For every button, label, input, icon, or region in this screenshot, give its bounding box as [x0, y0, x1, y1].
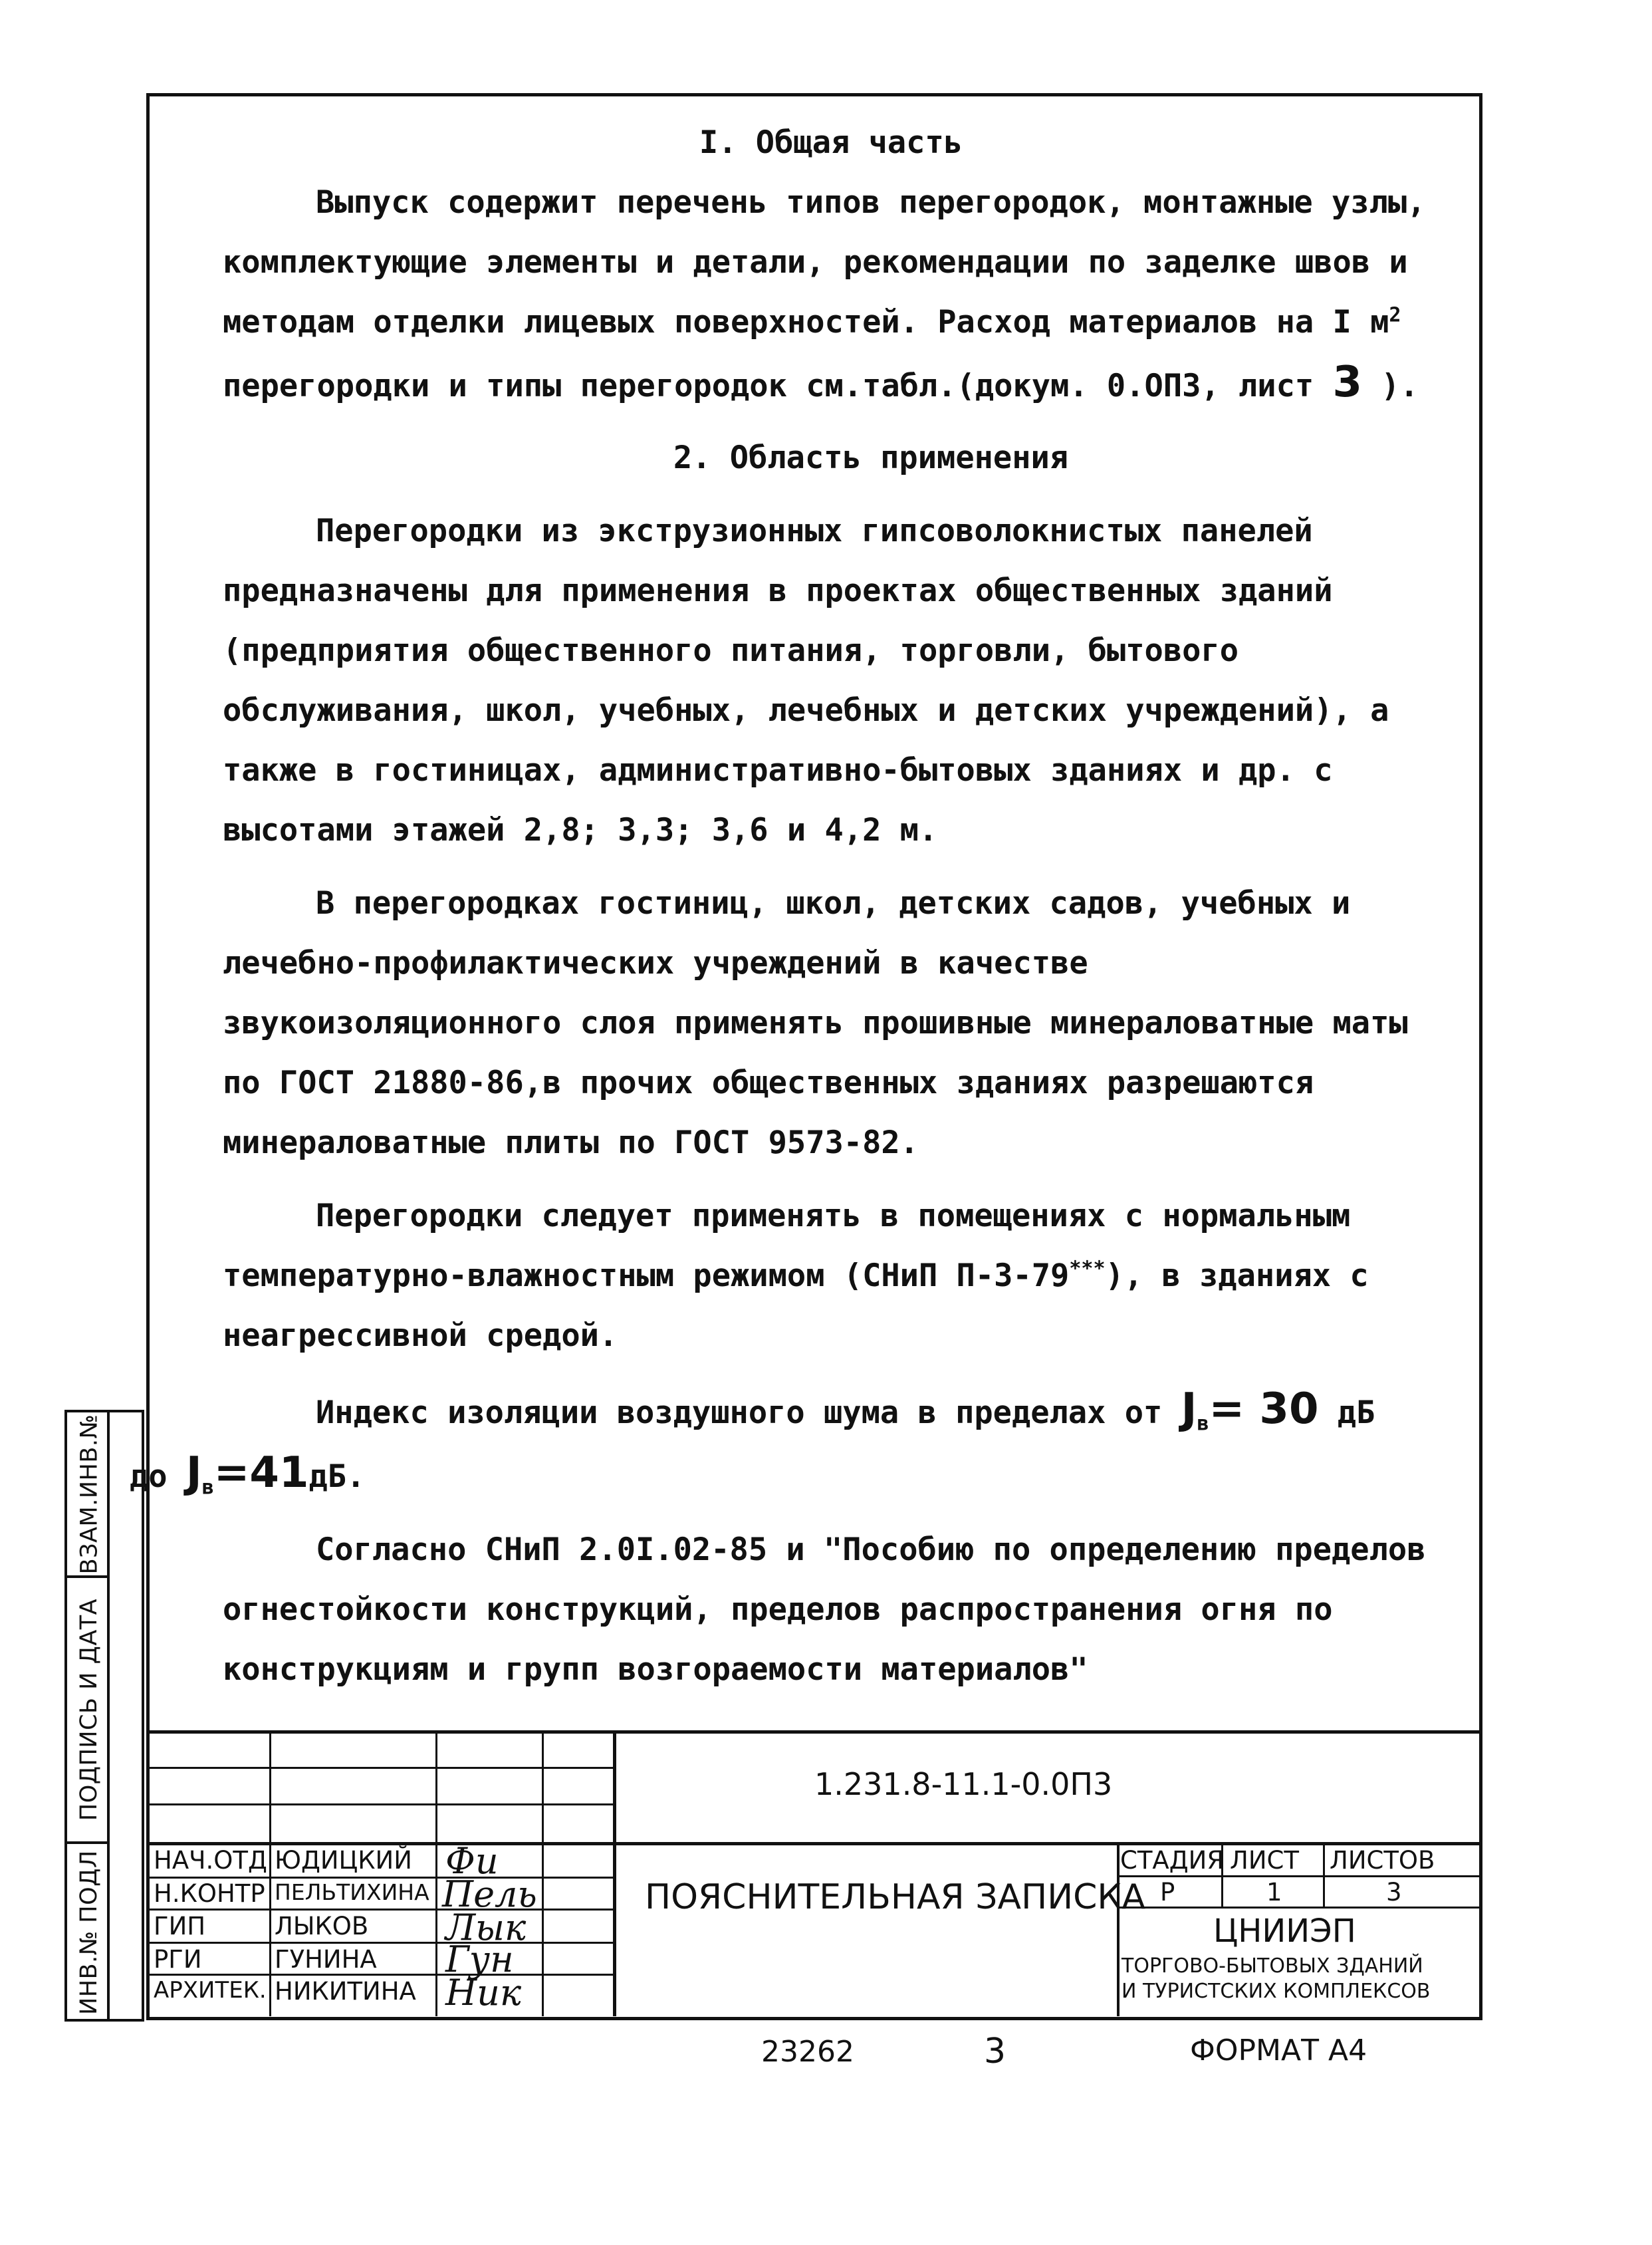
stage-value: Р	[1160, 1878, 1175, 1907]
side-stamp	[64, 1410, 144, 2022]
section-2-paragraph-5: Согласно СНиП 2.0I.02-85 и "Пособию по определению пределов огнестойкости конструкций, пределов распространения огня по конструкциям и групп возгораемости материалов"	[223, 1531, 1426, 1688]
section-2-paragraph-4: Индекс изоляции воздушного шума в пределах от $J_в= 30$ дБ до $J_в=41дБ$.	[130, 1385, 1375, 1500]
title-block	[150, 1730, 1479, 2016]
role-4: РГИ	[154, 1945, 202, 1974]
signature-1: Фи	[445, 1840, 499, 1882]
role-5: АРХИТЕК.	[154, 1977, 267, 2004]
sheets-value: 3	[1386, 1878, 1402, 1907]
section-2-paragraph-1: Перегородки из экструзионных гипсоволокнистых панелей предназначены для применения в проектах общественных зданий (предприятия общественного питания, торговли, бытового обслуживания, школ, учебных, лечебных и детских учреждений), а также в гостиницах, административно-бытовых зданиях и др. с высотами этажей 2,8; 3,3; 3,6 и 4,2 м.	[223, 513, 1389, 849]
role-3: ГИП	[154, 1912, 206, 1940]
document-code: 1.231.8-11.1-0.0П3	[814, 1766, 1113, 1802]
organization-line-1: ТОРГОВО-БЫТОВЫХ ЗДАНИЙ	[1121, 1954, 1423, 1978]
organization-name: ЦНИИЭП	[1213, 1913, 1356, 1950]
name-2: ПЕЛЬТИХИНА	[275, 1879, 429, 1905]
signature-3: Лык	[445, 1907, 527, 1948]
role-1: НАЧ.ОТД	[154, 1846, 267, 1875]
organization-line-2: И ТУРИСТСКИХ КОМПЛЕКСОВ	[1121, 1980, 1431, 2003]
section-1-heading: I. Общая часть	[699, 124, 963, 161]
sheet-value: 1	[1266, 1878, 1282, 1907]
document-body	[130, 113, 1439, 1700]
original-inventory-label: ИНВ.№ ПОДЛ	[76, 1849, 103, 2015]
stage-label: СТАДИЯ	[1120, 1846, 1225, 1875]
document-title: ПОЯСНИТЕЛЬНАЯ ЗАПИСКА	[645, 1877, 1145, 1917]
section-2-heading: 2. Область применения	[673, 440, 1069, 476]
signature-2: Пель	[442, 1873, 537, 1915]
name-4: ГУНИНА	[275, 1945, 377, 1974]
name-5: НИКИТИНА	[275, 1977, 416, 2006]
sheet-label: ЛИСТ	[1230, 1846, 1299, 1875]
replacement-inventory-label: ВЗАМ.ИНВ.№	[76, 1414, 103, 1574]
archive-number: 23262	[761, 2035, 854, 2069]
signature-date-label: ПОДПИСЬ И ДАТА	[76, 1598, 103, 1821]
paper-format: ФОРМАТ А4	[1190, 2034, 1367, 2067]
section-1-paragraph: Выпуск содержит перечень типов перегородок, монтажные узлы, комплектующие элементы и детали, рекомендации по заделке швов и методам отделки лицевых поверхностей. Расход материалов на I $м^2$ перегородки и типы перегородок см.табл.(докум. 0.ОПЗ, лист 3 ).	[223, 184, 1426, 407]
signature-4: Гун	[445, 1938, 514, 1980]
role-2: Н.КОНТР	[154, 1879, 265, 1908]
section-2-paragraph-2: В перегородках гостиниц, школ, детских садов, учебных и лечебно-профилактических учреждений в качестве звукоизоляционного слоя применять прошивные минераловатные маты по ГОСТ 21880-86,в прочих общественных зданиях разрешаются минераловатные плиты по ГОСТ 9573-82.	[223, 885, 1408, 1161]
sheets-label: ЛИСТОВ	[1330, 1846, 1435, 1875]
signature-5: Ник	[445, 1972, 522, 2014]
name-1: ЮДИЦКИЙ	[275, 1846, 412, 1875]
section-2-paragraph-3: Перегородки следует применять в помещениях с нормальным температурно-влажностным режимом (СНиП П-3-79***), в зданиях с неагрессивной средой.	[223, 1198, 1369, 1354]
page-number: 3	[984, 2032, 1006, 2071]
name-3: ЛЫКОВ	[275, 1912, 369, 1940]
